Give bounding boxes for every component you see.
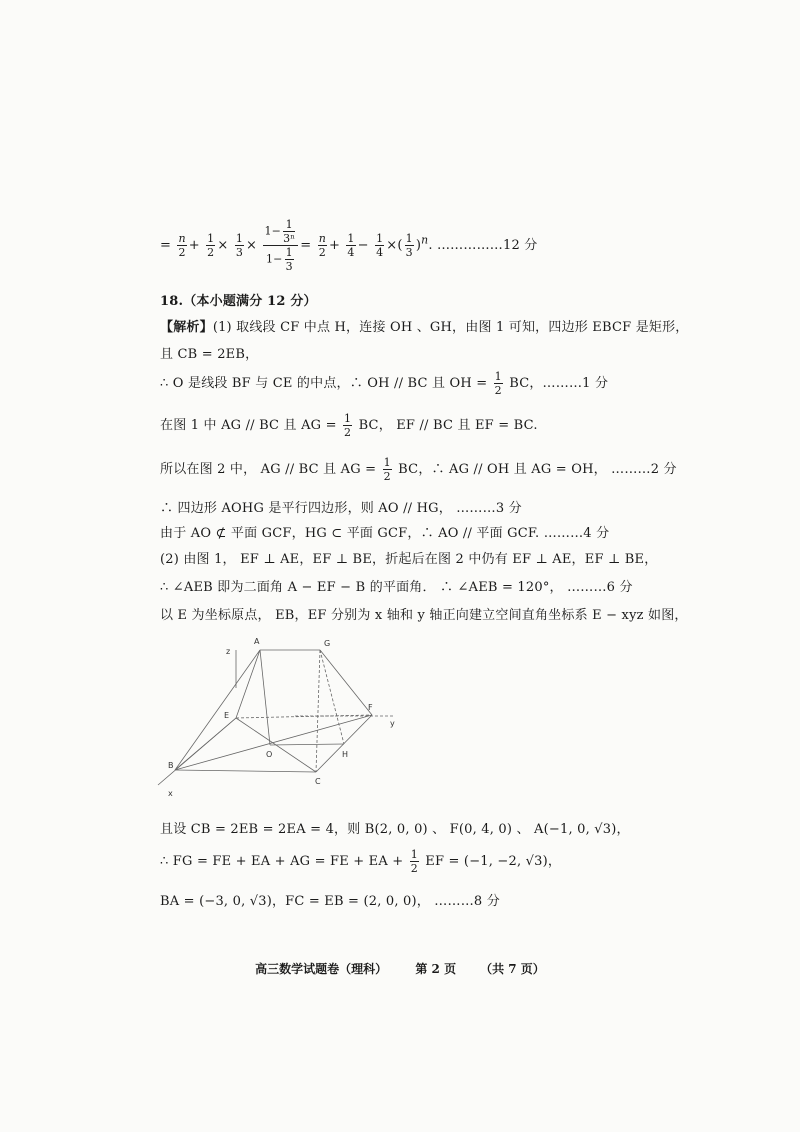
label-A: A (254, 637, 260, 646)
analysis-label: 【解析】 (160, 320, 213, 335)
line-13: BA = (−3, 0, √3)，FC = EB = (2, 0, 0)， ………8 分 (160, 894, 500, 909)
frac-1-over-4a: $\frac{1}{4}$ (347, 232, 355, 259)
edge-GF (320, 650, 372, 715)
edge-OH (270, 744, 344, 745)
frac-1-over-4b: $\frac{1}{4}$ (376, 232, 384, 259)
line-1: 【解析】(1) 取线段 CF 中点 H，连接 OH 、GH，由图 1 可知，四边形 EBCF 是矩形， (160, 320, 689, 335)
footer-title: 高三数学试题卷（理科） (255, 962, 388, 976)
label-x: x (168, 789, 173, 798)
label-y: y (390, 719, 395, 728)
line-7: 由于 AO ⊄ 平面 GCF，HG ⊂ 平面 GCF，∴ AO // 平面 GCF. ………4 分 (160, 526, 610, 541)
frac-n-over-2: $\frac{n}{2}$ (178, 232, 186, 259)
line-9: ∴ ∠AEB 即为二面角 A − EF − B 的平面角． ∴ ∠AEB = 120°， ………6 分 (160, 580, 633, 595)
frac-1-over-3: $\frac{1}{3}$ (235, 232, 244, 259)
frac-1-over-2: $\frac{1}{2}$ (207, 232, 215, 259)
edge-BC (175, 770, 316, 772)
label-H: H (342, 750, 349, 759)
line-3: ∴ O 是线段 BF 与 CE 的中点，∴ OH // BC 且 OH = $\frac{1}{2}$ BC，………1 分 (160, 370, 609, 397)
edge-AB (175, 650, 260, 770)
line-8: (2) 由图 1， EF ⊥ AE，EF ⊥ BE，折起后在图 2 中仍有 EF ⊥ AE，EF ⊥ BE， (160, 552, 658, 567)
page-footer (0, 960, 800, 977)
footer-total: （共 7 页） (480, 962, 545, 976)
label-E: E (224, 711, 230, 720)
frac-n-over-2b: $\frac{n}{2}$ (318, 232, 326, 259)
line-11: 且设 CB = 2EB = 2EA = 4，则 B(2, 0, 0) 、 F(0, 4, 0) 、 A(−1, 0, √3)， (160, 822, 630, 837)
diag-BF (175, 715, 372, 770)
line-6: ∴ 四边形 AOHG 是平行四边形，则 AO // HG， ………3 分 (160, 501, 522, 516)
label-F: F (368, 703, 373, 712)
label-C: C (315, 777, 321, 786)
edge-AO (260, 650, 270, 745)
line-2: 且 CB = 2EB， (160, 347, 259, 362)
frac-geometric: 1− $\frac{1}{\text{3ⁿ}}$ 1− $\frac{1}{3}$ (263, 218, 298, 273)
x-axis (158, 718, 236, 785)
top-formula: = $\frac{n}{2}$ + $\frac{1}{2}$ × $\frac{1}{3}$ × 1− $\frac{1}{\text{3ⁿ}}$ 1− $\frac{1}{3}$ = $\frac{n}{2}$ + $\frac{1}{4}$ − $\frac{1}{4}$ ×( $\frac{1}{3}$ )$^n$. ……………12 分 (160, 218, 538, 273)
label-B: B (168, 761, 174, 770)
edge-GC (316, 650, 320, 772)
frac-1-over-3b: $\frac{1}{3}$ (405, 232, 413, 259)
edge-AE (236, 650, 260, 718)
line-12: ∴ FG = FE + EA + AG = FE + EA + $\frac{1}{2}$ EF = (−1, −2, √3)， (160, 848, 562, 875)
problem-header: 18.（本小题满分 12 分） (160, 294, 317, 309)
score-12: ……………12 分 (436, 238, 538, 253)
line-5: 所以在图 2 中， AG // BC 且 AG = $\frac{1}{2}$ BC，∴ AG // OH 且 AG = OH， ………2 分 (160, 456, 677, 483)
line-10: 以 E 为坐标原点， EB，EF 分别为 x 轴和 y 轴正向建立空间直角坐标系 E − xyz 如图， (160, 608, 688, 623)
label-z: z (226, 647, 231, 656)
footer-page: 第 2 页 (415, 962, 457, 976)
label-G: G (324, 639, 331, 648)
edge-GH (320, 650, 344, 744)
geometry-figure (150, 630, 410, 800)
label-O: O (266, 750, 273, 759)
line-4: 在图 1 中 AG // BC 且 AG = $\frac{1}{2}$ BC， EF // BC 且 EF = BC. (160, 412, 538, 439)
edge-EF (236, 715, 372, 718)
